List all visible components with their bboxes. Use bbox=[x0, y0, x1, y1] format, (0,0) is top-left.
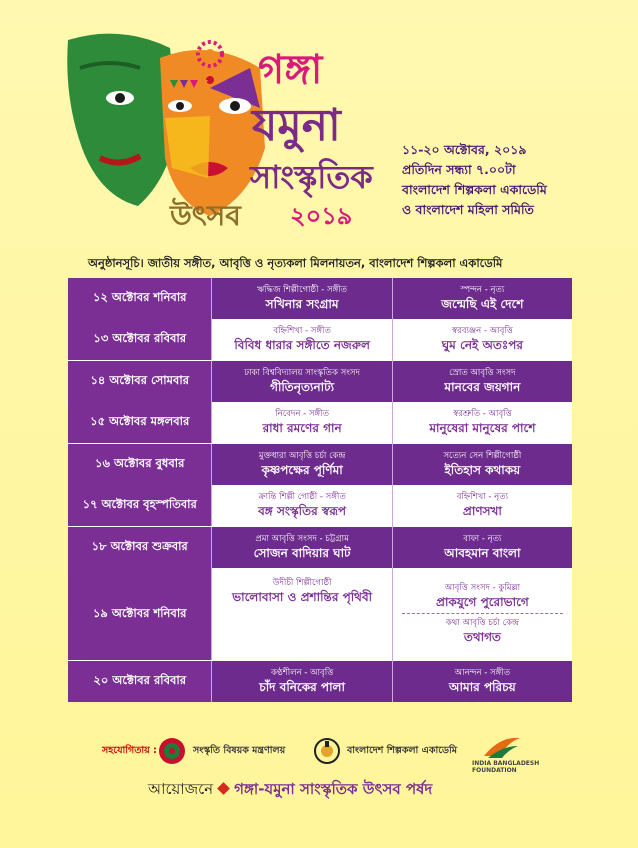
schedule-day: ১৭ অক্টোবর বৃহস্পতিবার bbox=[68, 485, 212, 527]
schedule-row bbox=[68, 361, 572, 403]
performer-group: ঋদ্ধিজ শিল্পীগোষ্ঠী - সঙ্গীত bbox=[257, 285, 348, 295]
performance-a bbox=[212, 485, 392, 527]
performance-title: ভালোবাসা ও প্রশান্তির পৃথিবী bbox=[232, 590, 373, 604]
performance-title: সোজন বাদিয়ার ঘাট bbox=[253, 545, 351, 560]
schedule-day: ১৬ অক্টোবর বুধবার bbox=[68, 444, 212, 486]
performance-title: রাধা রমণের গান bbox=[262, 421, 342, 436]
schedule-row bbox=[68, 661, 572, 703]
performance-b bbox=[392, 444, 572, 486]
academy-logo-icon bbox=[312, 736, 342, 766]
performer-group: বহ্নিশিখা - সঙ্গীত bbox=[273, 326, 331, 337]
performance-a bbox=[212, 568, 392, 661]
festival-title-ganga: গঙ্গা bbox=[258, 46, 323, 93]
foundation-logo-icon bbox=[480, 732, 524, 762]
performer-group: বাফা - নৃত্য bbox=[463, 533, 502, 544]
schedule-row bbox=[68, 278, 572, 319]
sponsors-strip bbox=[92, 732, 552, 772]
performance-title: বঙ্গ সংস্কৃতির স্বরূপ bbox=[258, 504, 347, 519]
performance-b bbox=[392, 661, 572, 703]
performer-group: মুক্তধারা আবৃত্তি চর্চা কেন্দ্র bbox=[258, 450, 346, 461]
sponsor-foundation: INDIA BANGLADESH FOUNDATION bbox=[472, 760, 540, 774]
event-info bbox=[402, 140, 547, 220]
performer-group: স্রোত আবৃত্তি সংসদ bbox=[449, 367, 516, 378]
schedule-table bbox=[68, 278, 572, 702]
performer-group: স্বরব্যঞ্জন - আবৃত্তি bbox=[451, 326, 513, 337]
performance-title: প্রাণসখা bbox=[462, 504, 502, 519]
performance-title: মানুষেরা মানুষের পাশে bbox=[429, 421, 536, 436]
performer-group: ঢাকা বিশ্ববিদ্যালয় সাংস্কৃতিক সংসদ bbox=[244, 367, 360, 378]
performance-a bbox=[212, 319, 392, 361]
ministry-seal-icon bbox=[157, 736, 187, 766]
schedule-row bbox=[68, 402, 572, 444]
performer-group: স্পন্দন - নৃত্য bbox=[460, 285, 505, 295]
performance-b bbox=[392, 485, 572, 527]
performer-group: নিবেদন - সঙ্গীত bbox=[275, 409, 329, 420]
festival-title-utsab: উৎসব bbox=[170, 199, 241, 232]
organizer-name: গঙ্গা-যমুনা সাংস্কৃতিক উৎসব পর্ষদ bbox=[234, 780, 433, 798]
festival-title-sanskritik: সাংস্কৃতিক bbox=[250, 158, 373, 196]
performance-title: ঘুম নেই অতঃপর bbox=[441, 338, 523, 353]
schedule-day: ১৪ অক্টোবর সোমবার bbox=[68, 361, 212, 403]
sponsor-ministry: সংস্কৃতি বিষয়ক মন্ত্রণালয় bbox=[193, 745, 286, 756]
performance-a bbox=[212, 444, 392, 486]
organizer-prefix: আয়োজনে bbox=[148, 780, 214, 798]
diamond-bullet-icon bbox=[217, 782, 230, 795]
sponsors-label: সহযোগিতায় : bbox=[102, 745, 157, 756]
performance-b bbox=[392, 568, 572, 661]
performance-a bbox=[212, 278, 392, 319]
performer-group: উদীচী শিল্পীগোষ্ঠী bbox=[272, 578, 332, 588]
performer-group: আনন্দন - সঙ্গীত bbox=[454, 667, 511, 678]
schedule-day: ১৮ অক্টোবর শুক্রবার bbox=[68, 527, 212, 569]
performer-group: কণ্ঠশীলন - আবৃত্তি bbox=[270, 667, 334, 678]
sponsor-academy: বাংলাদেশ শিল্পকলা একাডেমি bbox=[347, 745, 458, 756]
performance-title: চাঁদ বনিকের পালা bbox=[259, 679, 345, 694]
organizer-line bbox=[148, 778, 432, 803]
schedule-row bbox=[68, 485, 572, 527]
schedule-day: ১৯ অক্টোবর শনিবার bbox=[68, 568, 212, 661]
performance-a bbox=[212, 661, 392, 703]
performer-group: বহ্নিশিখা - নৃত্য bbox=[456, 492, 509, 503]
schedule-row bbox=[68, 444, 572, 486]
event-venue-2: ও বাংলাদেশ মহিলা সমিতি bbox=[402, 202, 534, 217]
performer-group: স্বরশ্রুতি - আবৃত্তি bbox=[453, 409, 512, 420]
event-venue-1: বাংলাদেশ শিল্পকলা একাডেমি bbox=[402, 182, 547, 197]
event-time: প্রতিদিন সন্ধ্যা ৭.০০টা bbox=[402, 162, 516, 177]
schedule-day: ১৩ অক্টোবর রবিবার bbox=[68, 319, 212, 361]
performance-b bbox=[392, 527, 572, 569]
divider bbox=[402, 613, 563, 615]
performance-b bbox=[392, 278, 572, 319]
performance-a bbox=[212, 402, 392, 444]
performer-group: আবৃত্তি সংসদ - কুমিল্লা bbox=[444, 583, 521, 594]
program-heading: অনুষ্ঠানসূচি। জাতীয় সঙ্গীত, আবৃত্তি ও নৃত্যকলা মিলনায়তন, বাংলাদেশ শিল্পকলা একাডেমি bbox=[88, 256, 503, 270]
performance-b bbox=[392, 361, 572, 403]
festival-title-jamuna: যমুনা bbox=[252, 100, 341, 151]
festival-year: ২০১৯ bbox=[290, 201, 353, 230]
performance-title: আবহমান বাংলা bbox=[444, 545, 521, 560]
schedule-day: ১৫ অক্টোবর মঙ্গলবার bbox=[68, 402, 212, 444]
schedule-row bbox=[68, 319, 572, 361]
schedule-day: ১২ অক্টোবর শনিবার bbox=[68, 278, 212, 319]
performance-title: ইতিহাস কথাকয় bbox=[444, 462, 521, 477]
performance-b bbox=[392, 319, 572, 361]
schedule-row bbox=[68, 568, 572, 661]
performance-a bbox=[212, 361, 392, 403]
performance-title: তথাগত bbox=[463, 630, 501, 645]
performance-b bbox=[392, 402, 572, 444]
schedule-row bbox=[68, 527, 572, 569]
performer-group: সত্যেন সেন শিল্পীগোষ্ঠী bbox=[443, 450, 522, 461]
event-dates: ১১-২০ অক্টোবর, ২০১৯ bbox=[402, 142, 527, 157]
performance-title: বিবিধ ধারার সঙ্গীতে নজরুল bbox=[234, 338, 370, 353]
performance-title: প্রাকযুগে পুরোভাগে bbox=[435, 595, 529, 610]
performance-title: কৃষ্ণপক্ষের পূর্ণিমা bbox=[261, 462, 343, 477]
performance-title: জন্মেছি এই দেশে bbox=[441, 297, 524, 311]
performance-a bbox=[212, 527, 392, 569]
schedule-day: ২০ অক্টোবর রবিবার bbox=[68, 661, 212, 703]
performance-title: মানবের জয়গান bbox=[444, 379, 521, 394]
performance-title: আমার পরিচয় bbox=[449, 679, 516, 694]
performer-group: ক্রান্তি শিল্পী গোষ্ঠী - সঙ্গীত bbox=[258, 492, 346, 503]
performance-title: গীতিনৃত্যনাট্য bbox=[270, 379, 335, 394]
performance-title: সখিনার সংগ্রাম bbox=[265, 297, 339, 311]
performer-group: কথা আবৃত্তি চর্চা কেন্দ্র bbox=[445, 618, 519, 629]
performer-group: প্রমা আবৃত্তি সংসদ - চট্টগ্রাম bbox=[255, 533, 349, 544]
